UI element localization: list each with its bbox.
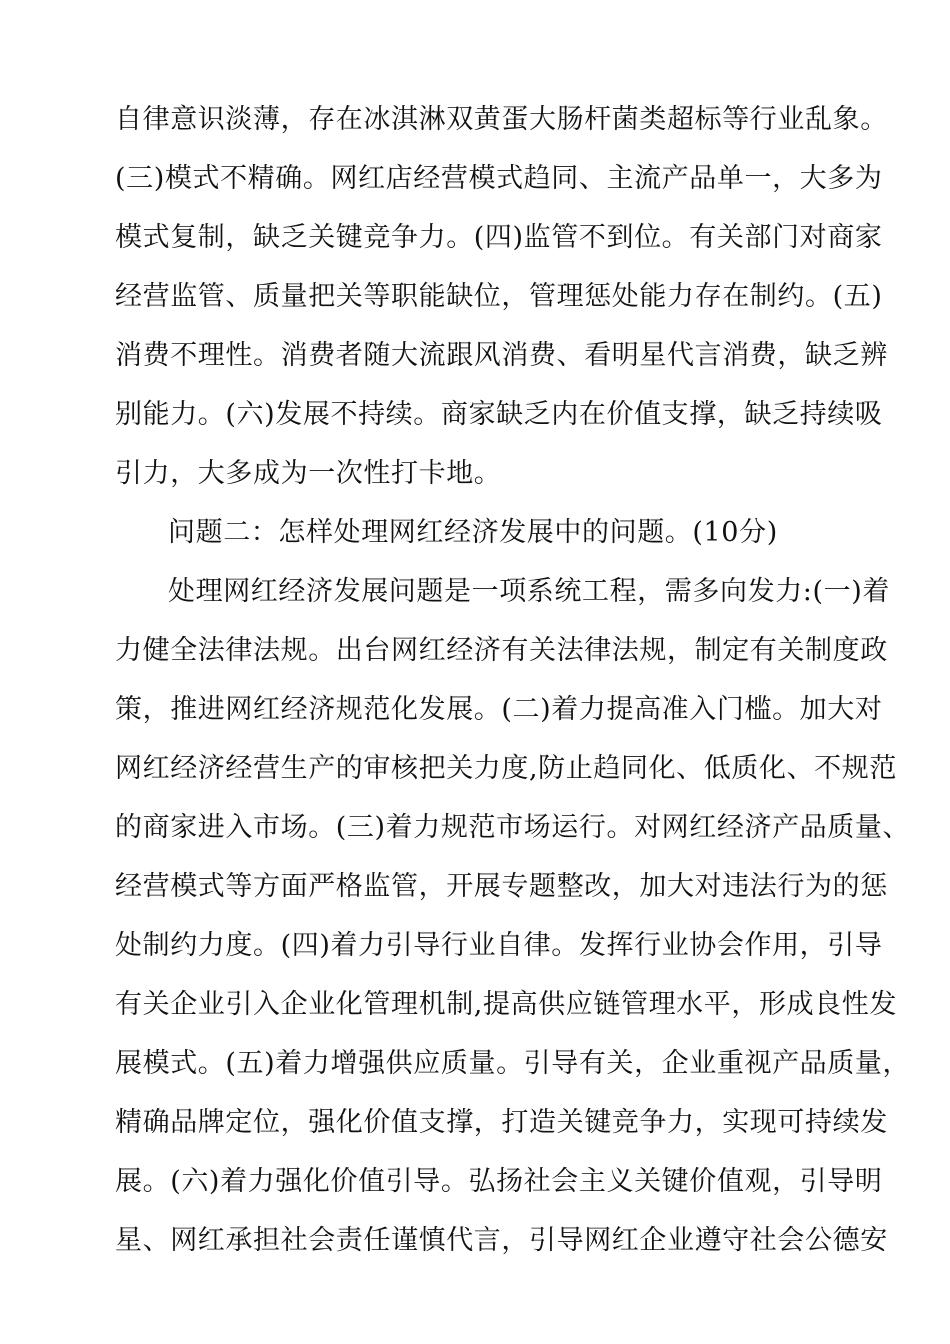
text-line: 网红经济经营生产的审核把关力度,防止趋同化、低质化、不规范 <box>115 753 897 784</box>
text-line: 星、网红承担社会责任谨慎代言，引导网红企业遵守社会公德安 <box>115 1225 888 1256</box>
text-line: 展。(六)着力强化价值引导。弘扬社会主义关键价值观，引导明 <box>115 1166 883 1197</box>
text-line: 消费不理性。消费者随大流跟风消费、看明星代言消费，缺乏辨 <box>115 340 888 371</box>
text-line: 别能力。(六)发展不持续。商家缺乏内在价值支撑，缺乏持续吸 <box>115 399 883 430</box>
text-line: 展模式。(五)着力增强供应质量。引导有关，企业重视产品质量， <box>115 1048 911 1079</box>
text-line: 引力，大多成为一次性打卡地。 <box>115 458 502 489</box>
text-line: 经营模式等方面严格监管，开展专题整改，加大对违法行为的惩 <box>115 871 888 902</box>
question-heading: 问题二：怎样处理网红经济发展中的问题。(10分) <box>168 517 778 548</box>
text-line: 模式复制，缺乏关键竞争力。(四)监管不到位。有关部门对商家 <box>115 222 883 253</box>
text-line: 力健全法律法规。出台网红经济有关法律法规，制定有关制度政 <box>115 635 888 666</box>
text-line: 的商家进入市场。(三)着力规范市场运行。对网红经济产品质量、 <box>115 812 911 843</box>
text-line: 自律意识淡薄，存在冰淇淋双黄蛋大肠杆菌类超标等行业乱象。 <box>115 104 888 135</box>
text-line: 精确品牌定位，强化价值支撑，打造关键竞争力，实现可持续发 <box>115 1107 888 1138</box>
text-line: 经营监管、质量把关等职能缺位，管理惩处能力存在制约。(五) <box>115 281 883 312</box>
text-line: 策，推进网红经济规范化发展。(二)着力提高准入门槛。加大对 <box>115 694 883 725</box>
text-line: 有关企业引入企业化管理机制,提高供应链管理水平，形成良性发 <box>115 989 897 1020</box>
text-line: (三)模式不精确。网红店经营模式趋同、主流产品单一，大多为 <box>115 163 883 194</box>
text-line: 处制约力度。(四)着力引导行业自律。发挥行业协会作用，引导 <box>115 930 883 961</box>
paragraph-first-line: 处理网红经济发展问题是一项系统工程，需多向发力:(一)着 <box>168 576 890 607</box>
